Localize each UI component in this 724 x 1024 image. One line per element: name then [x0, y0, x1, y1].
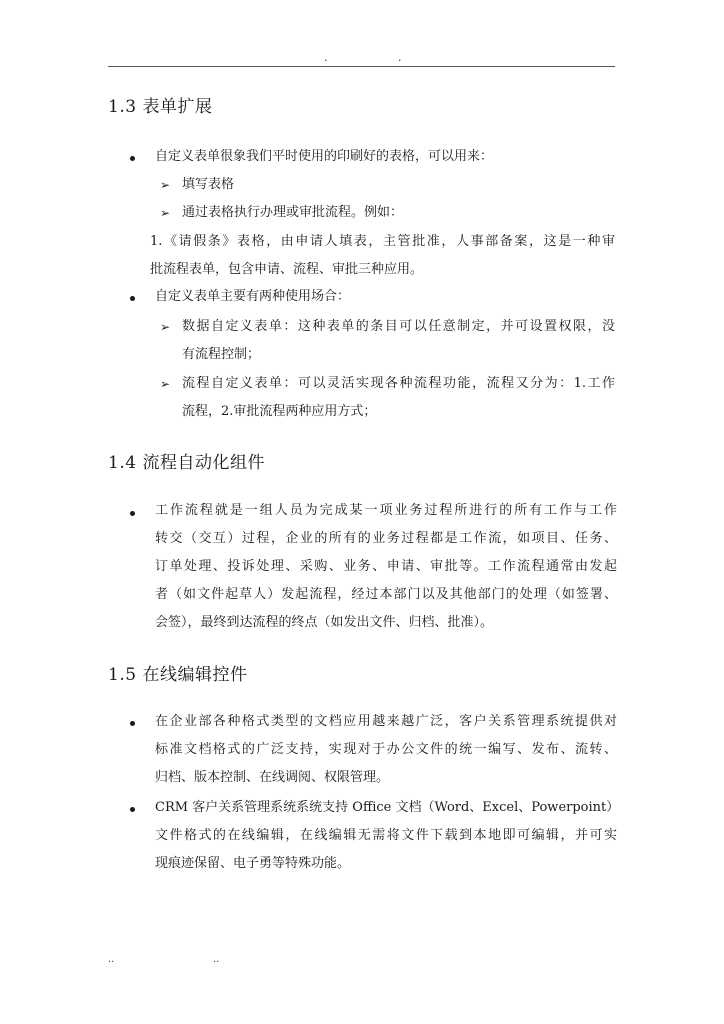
paragraph-line: 自定义表单很象我们平时使用的印刷好的表格，可以用来： [155, 149, 494, 164]
bullet-dot [130, 721, 135, 726]
arrow-bullet-icon: ➢ [160, 206, 171, 220]
section-heading-1-5: 1.5 在线编辑控件 [108, 665, 248, 685]
sub-item-line: 有流程控制； [182, 347, 261, 362]
paragraph-line: 归档、版本控制、在线调阅、权限管理。 [155, 770, 390, 785]
bullet-dot [130, 807, 135, 812]
section-heading-1-4: 1.4 流程自动化组件 [108, 453, 265, 473]
paragraph-line: 自定义表单主要有两种使用场合： [155, 289, 351, 304]
footer-dot-left: .. [108, 954, 115, 965]
paragraph-line: 现痕迹保留、电子勇等特殊功能。 [155, 856, 351, 871]
bullet-dot [130, 156, 135, 161]
sub-item-line: 流程，2.审批流程两种应用方式； [182, 404, 377, 419]
paragraph-line: 者（如文件起草人）发起流程，经过本部门以及其他部门的处理（如签署、 [155, 587, 617, 602]
paragraph-line: 在企业部各种格式类型的文档应用越来越广泛，客户关系管理系统提供对 [155, 714, 617, 729]
footer-dot-right: .. [213, 954, 220, 965]
bullet-dot [130, 511, 135, 516]
bullet-dot [130, 296, 135, 301]
paragraph-line: 文件格式的在线编辑，在线编辑无需将文件下载到本地即可编辑，并可实 [155, 828, 617, 843]
sub-item-line: 流程自定义表单：可以灵活实现各种流程功能，流程又分为：1.工作 [182, 376, 615, 391]
arrow-bullet-icon: ➢ [160, 178, 171, 192]
paragraph-line: 批流程表单，包含申请、流程、审批三种应用。 [150, 262, 424, 277]
paragraph-line: 1.《请假条》表格，由申请人填表，主管批准，人事部备案，这是一种审 [150, 234, 615, 249]
section-heading-1-3: 1.3 表单扩展 [108, 97, 213, 117]
paragraph-line: CRM 客户关系管理系统系统支持 Office 文档（Word、Excel、Powerpoint） [155, 800, 620, 815]
paragraph-line: 转交（交互）过程，企业的所有的业务过程都是工作流，如项目、任务、 [155, 531, 617, 546]
sub-item-line: 数据自定义表单：这种表单的条目可以任意制定，并可设置权限，没 [182, 319, 615, 334]
paragraph-line: 标准文档格式的广泛支持，实现对于办公文件的统一编写、发布、流转、 [155, 742, 617, 757]
header-rule [108, 66, 615, 67]
arrow-bullet-icon: ➢ [160, 320, 171, 334]
paragraph-line: 会签），最终到达流程的终点（如发出文件、归档、批准）。 [155, 615, 494, 630]
header-dot-left: . [324, 51, 328, 64]
paragraph-line: 订单处理、投诉处理、采购、业务、申请、审批等。工作流程通常由发起 [155, 559, 617, 574]
header-dot-right: . [398, 51, 402, 64]
paragraph-line: 工作流程就是一组人员为完成某一项业务过程所进行的所有工作与工作 [155, 503, 617, 518]
arrow-bullet-icon: ➢ [160, 377, 171, 391]
sub-item-line: 通过表格执行办理或审批流程。例如： [182, 205, 404, 220]
sub-item-line: 填写表格 [182, 177, 235, 192]
